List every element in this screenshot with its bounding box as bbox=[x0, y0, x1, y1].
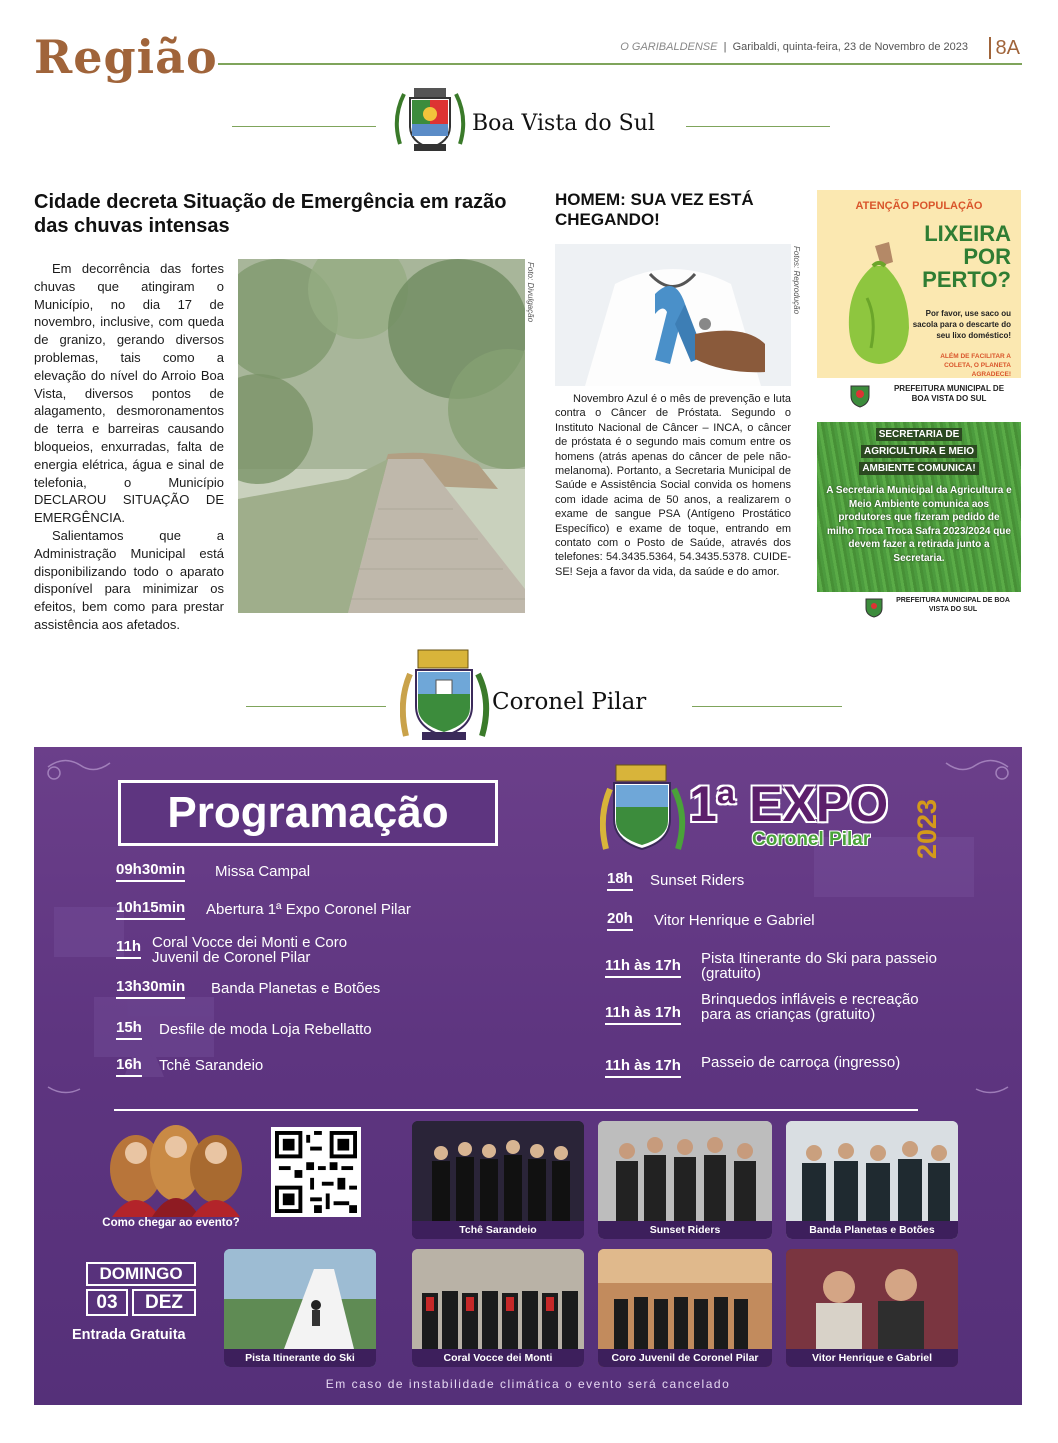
ad-headline: LIXEIRA POR PERTO? bbox=[922, 221, 1011, 292]
ad2-headline bbox=[817, 426, 1021, 477]
programacao-box bbox=[118, 780, 498, 846]
qr-code-icon bbox=[275, 1131, 357, 1213]
band-photo bbox=[598, 1121, 772, 1221]
choir-photo bbox=[412, 1249, 584, 1349]
boa-vista-rule-right bbox=[686, 126, 830, 127]
ad2-text: A Secretaria Municipal da Agricultura e Meio Ambiente comunica aos produtores que fizeram pedido de milho Troca Troca Safra 2023/2024 que devem fazer a retirada junto a Secretaria. bbox=[826, 485, 1012, 564]
article-2-photo bbox=[555, 244, 791, 386]
ad-attention-label: ATENÇÃO POPULAÇÃO bbox=[855, 200, 983, 212]
meta-separator: | bbox=[720, 41, 733, 53]
entrada-gratuita: Entrada Gratuita bbox=[72, 1327, 186, 1343]
youth-choir-photo bbox=[598, 1249, 772, 1349]
boa-vista-coat-of-arms-icon bbox=[390, 82, 470, 154]
expo-subtitle: Coronel Pilar bbox=[752, 829, 871, 850]
publication-name: O GARIBALDENSE bbox=[620, 41, 718, 53]
queens-photo bbox=[96, 1119, 256, 1217]
article-2-paragraph: Novembro Azul é o mês de prevenção e luta contra o Câncer de Próstata. Segundo o Instituto Nacional de Câncer – INCA, o câncer de próstata é o segundo mais comum entre os homens (atrás apenas do câncer de pele não-melanoma). Portanto, a Secretaria Municipal de Saúde e Assistência Social convida os homens com idade acima de 50 anos, a realizarem o exame de sangue PSA (Antígeno Prostático Específico) e exame de toque, entrando em contato com o Posto de Saúde, através dos telefones: 54.3435.5364, 54.3435.5378. CUIDE-SE! Seja a favor da vida, da saúde e do amor. bbox=[555, 393, 791, 578]
schedule-time: 11h bbox=[116, 938, 141, 959]
photo-card bbox=[412, 1121, 584, 1239]
photo-caption: Vitor Henrique e Gabriel bbox=[786, 1349, 958, 1367]
photo-card bbox=[224, 1249, 376, 1367]
schedule-event: Passeio de carroça (ingresso) bbox=[701, 1054, 901, 1071]
expo-year: 2023 bbox=[912, 798, 942, 859]
schedule-event: Brinquedos infláveis e recreação para as crianças (gratuito) bbox=[701, 991, 919, 1023]
municipal-seal-icon bbox=[847, 382, 873, 408]
schedule-time: 18h bbox=[607, 870, 633, 891]
article-1-body bbox=[34, 260, 224, 634]
header-meta bbox=[620, 41, 968, 53]
boa-vista-rule-left bbox=[232, 126, 376, 127]
schedule-time: 11h às 17h bbox=[605, 957, 681, 978]
event-date-number: 03 bbox=[86, 1289, 128, 1316]
qr-caption: Como chegar ao evento? bbox=[102, 1217, 240, 1229]
schedule-event: Banda Planetas e Botões bbox=[211, 980, 381, 997]
road-landslide-photo bbox=[238, 259, 525, 613]
article-2-photo-credit: Fotos: Reprodução bbox=[792, 246, 801, 315]
ad-footer-text: PREFEITURA MUNICIPAL DE BOA VISTA DO SUL bbox=[893, 384, 1005, 403]
photo-caption: Sunset Riders bbox=[598, 1221, 772, 1239]
band-photo bbox=[786, 1121, 958, 1221]
event-day: DOMINGO bbox=[86, 1262, 196, 1286]
article-1-photo bbox=[238, 259, 525, 613]
expo-coat-of-arms-icon bbox=[600, 763, 686, 853]
photo-card bbox=[598, 1249, 772, 1367]
boa-vista-title: Boa Vista do Sul bbox=[472, 111, 655, 136]
schedule-event: Sunset Riders bbox=[650, 872, 745, 889]
schedule-event: Tchê Sarandeio bbox=[159, 1057, 264, 1074]
page-number: 8A bbox=[989, 37, 1020, 59]
weather-note: Em caso de instabilidade climática o evento será cancelado bbox=[325, 1377, 731, 1391]
ski-photo bbox=[224, 1249, 376, 1349]
article-1-paragraph: Em decorrência das fortes chuvas que atingiram o Município, no dia 17 de novembro, inclusive, com queda de granizo, gerando diversos problemas, tais como a elevação do nível do Arroio Boa Vista, diversos pontos de alagamento, desmoronamentos de terra e barreiras causando bloqueios, enxurradas, falta de energia elétrica, água e sinal de telefonia, o Município DECLAROU SITUAÇÃO DE EMERGÊNCIA. bbox=[34, 261, 224, 526]
photo-card bbox=[786, 1249, 958, 1367]
expo-title: 1ª EXPO bbox=[689, 776, 889, 832]
photo-caption: Tchê Sarandeio bbox=[412, 1221, 584, 1239]
photo-caption: Pista Itinerante do Ski bbox=[224, 1349, 376, 1367]
schedule-event: Missa Campal bbox=[215, 863, 311, 880]
article-1-paragraph: Salientamos que a Administração Municipal está disponibilizando todo o aparato disponível para minimizar os efeitos, bem como para prestar assistência aos afetados. bbox=[34, 527, 224, 632]
ad-note: ALÉM DE FACILITAR A COLETA, O PLANETA AGRADECE! bbox=[940, 353, 1011, 378]
coronel-pilar-title: Coronel Pilar bbox=[492, 689, 647, 715]
event-date-month: DEZ bbox=[132, 1289, 196, 1316]
ad2-headline-line: SECRETARIA DE bbox=[876, 428, 963, 441]
trash-bag-ad bbox=[817, 190, 1021, 412]
dateline: Garibaldi, quinta-feira, 23 de Novembro de 2023 bbox=[732, 41, 968, 53]
schedule-event: Abertura 1ª Expo Coronel Pilar bbox=[206, 901, 411, 918]
photo-caption: Banda Planetas e Botões bbox=[786, 1221, 958, 1239]
agriculture-notice-ad bbox=[817, 422, 1021, 622]
schedule-time: 13h30min bbox=[116, 978, 185, 999]
schedule-time: 11h às 17h bbox=[605, 1057, 681, 1078]
photo-card bbox=[412, 1249, 584, 1367]
coronel-pilar-coat-of-arms-icon bbox=[400, 646, 490, 742]
ad-text: Por favor, use saco ou sacola para o descarte do seu lixo doméstico! bbox=[912, 309, 1011, 340]
photo-card bbox=[598, 1121, 772, 1239]
schedule-time: 11h às 17h bbox=[605, 1004, 681, 1025]
qr-code[interactable] bbox=[271, 1127, 361, 1217]
duo-photo bbox=[786, 1249, 958, 1349]
blue-ribbon-doctor-photo bbox=[555, 244, 791, 386]
municipal-seal-icon bbox=[863, 596, 885, 618]
schedule-divider bbox=[114, 1109, 918, 1111]
article-2-body bbox=[555, 392, 791, 579]
photo-caption: Coral Vocce dei Monti bbox=[412, 1349, 584, 1367]
ad2-headline-line: AGRICULTURA E MEIO bbox=[861, 445, 977, 458]
article-2-headline: HOMEM: SUA VEZ ESTÁ CHEGANDO! bbox=[555, 190, 754, 229]
schedule-time: 15h bbox=[116, 1019, 142, 1040]
photo-card bbox=[786, 1121, 958, 1239]
ad2-headline-line: AMBIENTE COMUNICA! bbox=[859, 462, 978, 475]
schedule-time: 09h30min bbox=[116, 861, 185, 882]
photo-caption: Coro Juvenil de Coronel Pilar bbox=[598, 1349, 772, 1367]
article-1-photo-credit: Foto: Divulgação bbox=[526, 262, 535, 323]
coronel-pilar-rule-left bbox=[246, 706, 386, 707]
band-photo bbox=[412, 1121, 584, 1221]
schedule-time: 16h bbox=[116, 1056, 142, 1077]
schedule-time: 20h bbox=[607, 910, 633, 931]
schedule-event: Desfile de moda Loja Rebellatto bbox=[159, 1021, 372, 1038]
section-title: Região bbox=[34, 30, 218, 84]
coronel-pilar-rule-right bbox=[692, 706, 842, 707]
programacao-title: Programação bbox=[167, 788, 449, 837]
schedule-time: 10h15min bbox=[116, 899, 185, 920]
schedule-event: Coral Vocce dei Monti e Coro Juvenil de Coronel Pilar bbox=[152, 934, 348, 966]
header-rule bbox=[218, 63, 1022, 65]
schedule-event: Vitor Henrique e Gabriel bbox=[654, 912, 815, 929]
ad2-footer-text: PREFEITURA MUNICIPAL DE BOA VISTA DO SUL bbox=[896, 597, 1010, 613]
schedule-event: Pista Itinerante do Ski para passeio (gratuito) bbox=[701, 950, 937, 982]
article-1-headline: Cidade decreta Situação de Emergência em razão das chuvas intensas bbox=[34, 191, 507, 237]
expo-coronel-pilar-ad bbox=[34, 747, 1022, 1405]
ad-footer bbox=[817, 378, 1021, 412]
